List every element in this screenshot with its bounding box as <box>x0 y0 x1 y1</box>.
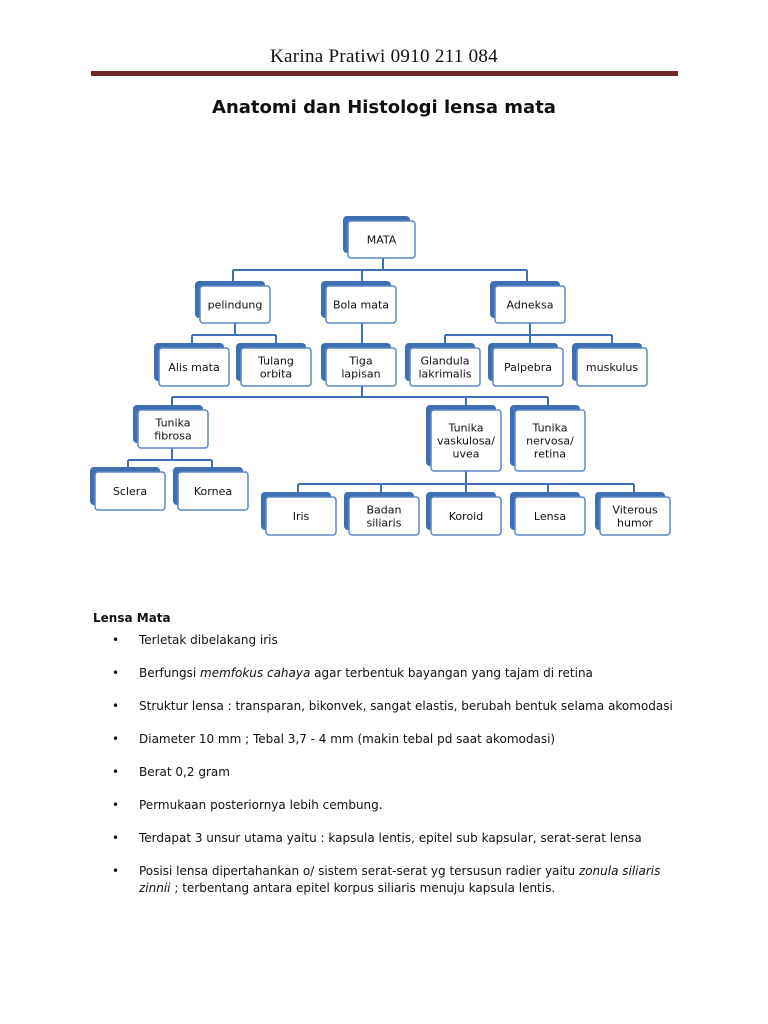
node-alis-mata-label: Alis mata <box>168 361 220 374</box>
node-viterous-humor <box>595 492 670 535</box>
node-bola-mata-label: Bola mata <box>332 298 390 312</box>
node-tunika-fibrosa-label: Tunika <box>155 416 191 430</box>
header-divider <box>91 71 678 76</box>
node-viterous-humor-label: Viterous <box>612 503 658 517</box>
bullet-item <box>112 665 682 682</box>
bullet-item <box>112 764 682 781</box>
bullet-text: Terdapat 3 unsur utama yaitu : kapsula lentis, epitel sub kapsular, serat-serat lensa <box>139 831 642 845</box>
bullet-text: Berat 0,2 gram <box>139 765 230 779</box>
node-palpebra <box>488 343 563 386</box>
node-mata-label: MATA <box>366 233 397 247</box>
node-lensa <box>510 492 585 535</box>
bullet-dot: • <box>112 798 120 812</box>
node-glandula-lakrimalis <box>405 343 480 386</box>
author-line: Karina Pratiwi 0910 211 084 <box>270 46 498 67</box>
node-kornea <box>173 467 248 510</box>
bullet-dot: • <box>112 732 120 746</box>
node-badan-siliaris-label: siliaris <box>366 516 402 530</box>
bullet-dot: • <box>112 633 120 647</box>
node-tiga-lapisan-label: lapisan <box>341 367 381 381</box>
node-tunika-nervosa <box>510 405 585 471</box>
node-muskulus <box>572 343 647 386</box>
bullet-text: Berfungsi memfokus cahaya agar terbentuk bayangan yang tajam di retina <box>139 666 593 680</box>
bullet-dot: • <box>112 765 120 779</box>
node-viterous-humor-label: humor <box>617 516 653 530</box>
node-pelindung <box>195 281 270 323</box>
node-tiga-lapisan-label: Tiga <box>349 354 373 368</box>
node-koroid-label: Koroid <box>448 510 484 523</box>
node-tunika-nervosa-label: retina <box>533 447 567 461</box>
node-muskulus-label: muskulus <box>585 361 639 374</box>
node-lensa-label: Lensa <box>533 510 567 523</box>
section-title: Lensa Mata <box>93 611 171 625</box>
node-koroid <box>426 492 501 535</box>
node-tulang-orbita <box>236 343 311 386</box>
bullet-item <box>112 632 682 649</box>
node-tiga-lapisan <box>321 343 396 386</box>
node-sclera <box>90 467 165 510</box>
node-badan-siliaris-label: Badan <box>366 503 402 517</box>
node-tunika-vaskulosa <box>426 405 501 471</box>
node-tunika-fibrosa <box>133 405 208 448</box>
bullet-list <box>112 632 682 913</box>
bullet-text: Diameter 10 mm ; Tebal 3,7 - 4 mm (makin tebal pd saat akomodasi) <box>139 732 556 746</box>
node-glandula-lakrimalis-label: lakrimalis <box>418 367 472 381</box>
bullet-text: Permukaan posteriornya lebih cembung. <box>139 798 383 812</box>
node-tunika-vaskulosa-label: Tunika <box>448 421 484 435</box>
node-tunika-nervosa-label: Tunika <box>532 421 568 435</box>
node-adneksa <box>490 281 565 323</box>
node-mata <box>343 216 415 258</box>
page-title: Anatomi dan Histologi lensa mata <box>212 97 556 118</box>
node-kornea-label: Kornea <box>193 485 233 498</box>
node-iris-label: Iris <box>292 510 310 523</box>
bullet-item <box>112 698 682 715</box>
node-tunika-vaskulosa-label: vaskulosa/ <box>437 434 495 448</box>
node-tulang-orbita-label: Tulang <box>258 354 294 368</box>
node-tunika-vaskulosa-label: uvea <box>452 447 480 461</box>
node-alis-mata <box>154 343 229 386</box>
bullet-item <box>112 731 682 748</box>
node-glandula-lakrimalis-label: Glandula <box>420 354 470 368</box>
bullet-item <box>112 863 682 897</box>
node-iris <box>261 492 336 535</box>
node-adneksa-label: Adneksa <box>506 298 554 312</box>
bullet-dot: • <box>112 666 120 680</box>
eye-anatomy-org-chart <box>0 200 768 560</box>
bullet-dot: • <box>112 831 120 845</box>
bullet-dot: • <box>112 864 120 878</box>
bullet-item <box>112 797 682 814</box>
bullet-text: Terletak dibelakang iris <box>139 633 278 647</box>
bullet-item <box>112 830 682 847</box>
bullet-text: Struktur lensa : transparan, bikonvek, sangat elastis, berubah bentuk selama akomodasi <box>139 699 673 713</box>
node-tunika-fibrosa-label: fibrosa <box>154 429 192 443</box>
node-bola-mata <box>321 281 396 323</box>
node-pelindung-label: pelindung <box>207 298 263 312</box>
node-sclera-label: Sclera <box>112 485 148 498</box>
node-badan-siliaris <box>344 492 419 535</box>
bullet-text: Posisi lensa dipertahankan o/ sistem serat-serat yg tersusun radier yaitu zonula siliaris zinnii ; terbentang antara epitel korpus siliaris menuju kapsula lentis. <box>139 864 661 895</box>
bullet-dot: • <box>112 699 120 713</box>
node-palpebra-label: Palpebra <box>504 361 552 374</box>
node-tunika-nervosa-label: nervosa/ <box>526 434 574 448</box>
node-tulang-orbita-label: orbita <box>259 367 293 381</box>
